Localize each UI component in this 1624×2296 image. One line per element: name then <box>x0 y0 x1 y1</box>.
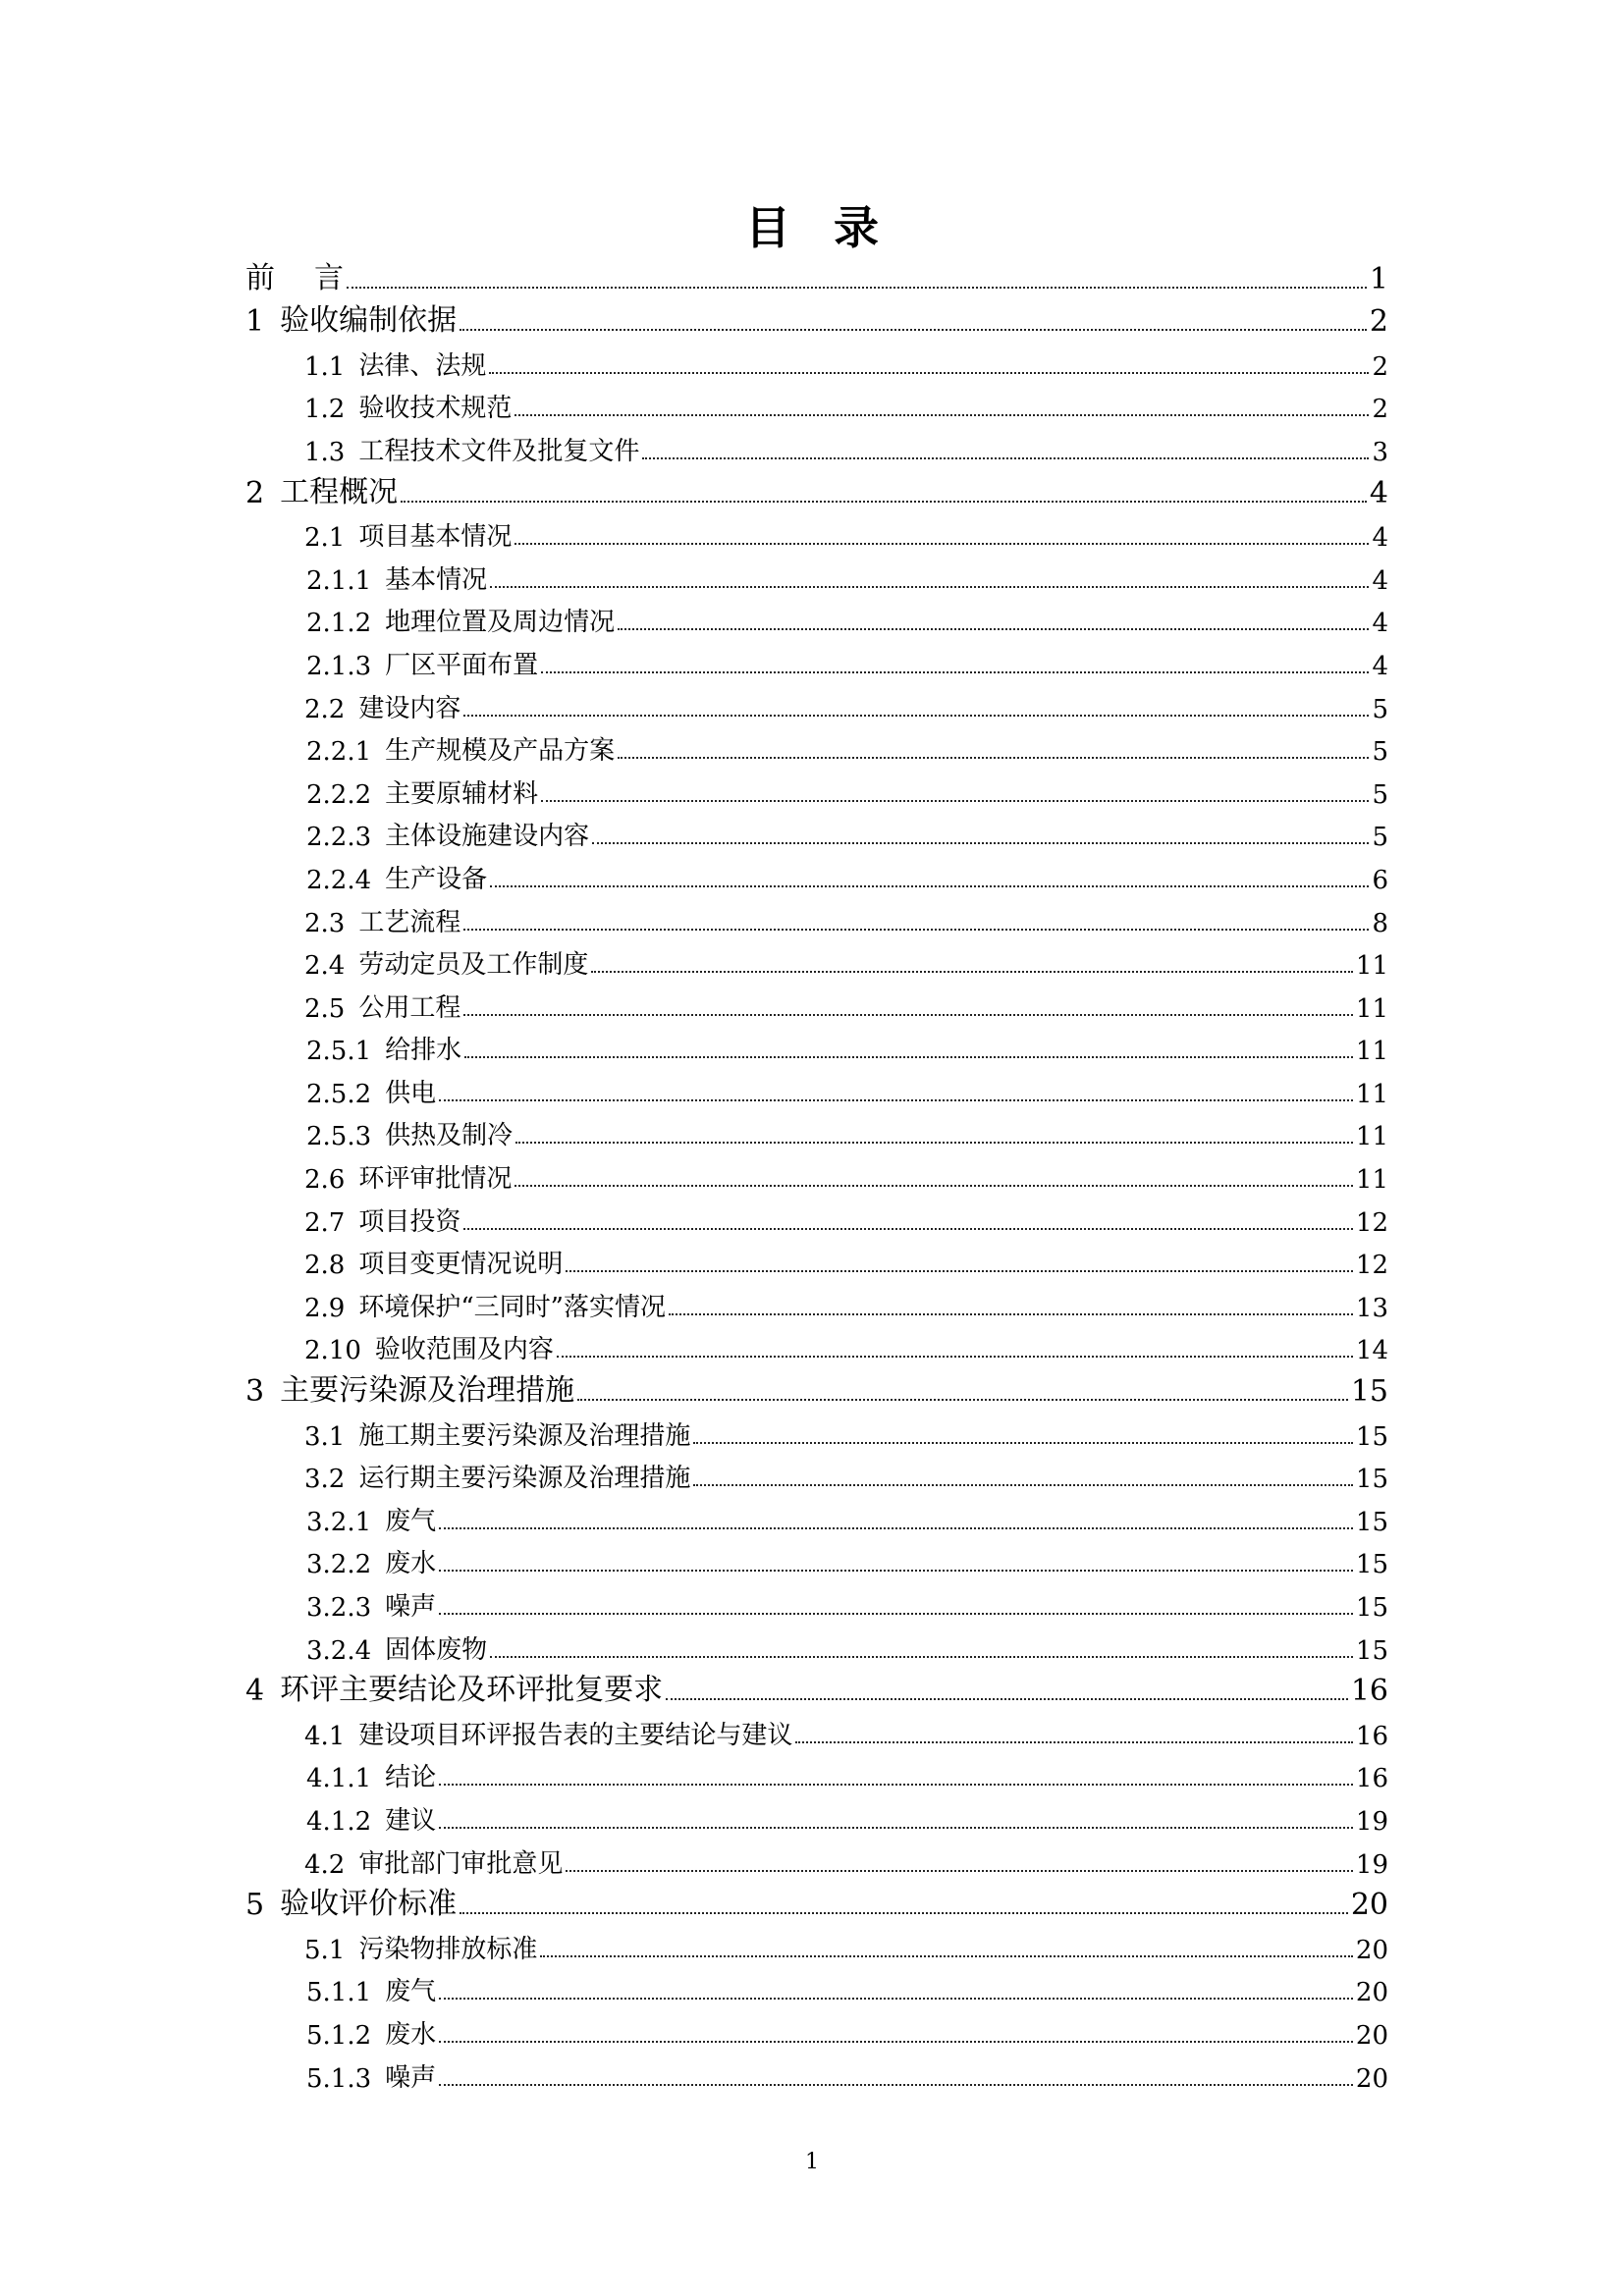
toc-dot-leader <box>490 586 1369 588</box>
toc-entry[interactable] <box>245 810 1388 853</box>
toc-entry[interactable] <box>245 1666 1388 1709</box>
toc-entry-page: 15 <box>1350 1374 1388 1410</box>
toc-entry-number: 2.4 <box>304 951 346 982</box>
toc-entry[interactable] <box>245 1109 1388 1152</box>
toc-entry[interactable] <box>245 1280 1388 1323</box>
toc-entry-page: 20 <box>1355 2063 1388 2094</box>
toc-entry[interactable] <box>245 938 1388 982</box>
toc-entry[interactable] <box>245 1151 1388 1195</box>
toc-entry-page: 15 <box>1355 1593 1388 1623</box>
toc-dot-leader <box>642 457 1369 459</box>
toc-entry-title: 建设内容 <box>358 693 461 723</box>
toc-entry[interactable] <box>245 424 1388 467</box>
toc-entry-title: 生产规模及产品方案 <box>385 736 616 767</box>
toc-dot-leader <box>577 1399 1348 1401</box>
toc-entry-title: 建议 <box>385 1805 437 1836</box>
toc-dot-leader <box>566 1270 1353 1272</box>
toc-entry-page: 19 <box>1355 1849 1388 1880</box>
toc-entry[interactable] <box>245 596 1388 639</box>
toc-entry-page: 20 <box>1355 1935 1388 1965</box>
toc-entry-title: 地理位置及周边情况 <box>385 608 616 638</box>
toc-dot-leader <box>463 929 1369 931</box>
title-char-left: 目 <box>745 201 790 254</box>
toc-dot-leader <box>795 1741 1353 1743</box>
toc-dot-leader <box>460 329 1367 331</box>
toc-entry-page: 11 <box>1355 1037 1388 1067</box>
toc-entry[interactable] <box>245 852 1388 895</box>
toc-entry-number: 4.1.1 <box>306 1764 372 1794</box>
toc-entry-page: 12 <box>1355 1251 1388 1281</box>
toc-dot-leader <box>514 543 1369 545</box>
toc-dot-leader <box>463 1014 1353 1016</box>
toc-entry-title: 主要污染源及治理措施 <box>280 1373 575 1409</box>
toc-entry-page: 16 <box>1350 1674 1388 1709</box>
toc-entry-title: 废气 <box>385 1506 437 1536</box>
toc-entry-number: 1.3 <box>304 437 346 467</box>
toc-dot-leader <box>439 2084 1353 2086</box>
toc-entry-page: 2 <box>1372 395 1388 425</box>
toc-entry-title: 验收范围及内容 <box>374 1335 554 1365</box>
toc-dot-leader <box>464 1056 1353 1058</box>
toc-entry[interactable] <box>245 1024 1388 1067</box>
toc-dot-leader <box>439 1613 1353 1615</box>
toc-entry-title: 环评主要结论及环评批复要求 <box>280 1673 664 1708</box>
toc-entry-title: 基本情况 <box>385 564 488 595</box>
toc-entry[interactable] <box>245 2007 1388 2051</box>
toc-entry-title: 工艺流程 <box>358 907 461 937</box>
toc-entry-title: 公用工程 <box>358 992 461 1023</box>
toc-dot-leader <box>439 1527 1353 1529</box>
toc-dot-leader <box>693 1442 1353 1444</box>
toc-entry[interactable] <box>245 1195 1388 1238</box>
toc-dot-leader <box>669 1313 1353 1315</box>
toc-dot-leader <box>514 414 1369 416</box>
toc-entry[interactable] <box>245 767 1388 810</box>
title-char-right: 录 <box>834 201 879 254</box>
toc-entry-page: 11 <box>1355 993 1388 1024</box>
toc-entry[interactable] <box>245 382 1388 425</box>
toc-entry-number: 3 <box>245 1374 265 1410</box>
toc-entry[interactable] <box>245 1365 1388 1409</box>
toc-entry[interactable] <box>245 1751 1388 1794</box>
toc-dot-leader <box>401 501 1367 503</box>
toc-entry-title: 环境保护“三同时”落实情况 <box>358 1292 666 1322</box>
toc-entry-number: 前 <box>245 260 275 295</box>
toc-entry[interactable] <box>245 1623 1388 1666</box>
toc-entry-number: 3.2.2 <box>306 1550 372 1580</box>
toc-entry[interactable] <box>245 681 1388 724</box>
toc-entry[interactable] <box>245 981 1388 1024</box>
toc-entry-page: 3 <box>1372 437 1388 467</box>
toc-entry[interactable] <box>245 467 1388 510</box>
toc-entry-number: 5.1 <box>304 1935 346 1965</box>
toc-dot-leader <box>666 1698 1348 1700</box>
toc-entry[interactable] <box>245 638 1388 681</box>
toc-entry-number: 4 <box>245 1674 265 1709</box>
toc-entry-title: 废水 <box>385 1549 437 1579</box>
toc-entry-number: 2.1 <box>304 523 346 554</box>
toc-dot-leader <box>591 971 1353 973</box>
toc-entry-page: 20 <box>1355 1978 1388 2008</box>
toc-entry-number: 4.1 <box>304 1721 346 1751</box>
toc-entry-page: 19 <box>1355 1806 1388 1837</box>
toc-entry-number: 3.2.3 <box>306 1593 372 1623</box>
toc-dot-leader <box>439 1998 1353 2000</box>
toc-entry-number: 3.2 <box>304 1465 346 1495</box>
toc-dot-leader <box>490 1656 1353 1658</box>
toc-entry-title: 验收编制依据 <box>280 303 458 339</box>
toc-entry-page: 6 <box>1372 865 1388 895</box>
toc-entry-page: 5 <box>1372 779 1388 810</box>
toc-entry-number: 1.1 <box>304 351 346 382</box>
page-number: 1 <box>805 2150 819 2174</box>
toc-entry-number: 4.1.2 <box>306 1806 372 1837</box>
toc-entry-number: 5.1.2 <box>306 2020 372 2051</box>
toc-dot-leader <box>490 885 1369 887</box>
toc-entry[interactable] <box>245 1537 1388 1580</box>
toc-dot-leader <box>515 1142 1353 1144</box>
toc-entry-number: 3.1 <box>304 1421 346 1452</box>
toc-entry[interactable] <box>245 2051 1388 2094</box>
toc-dot-leader <box>557 1356 1353 1358</box>
toc-entry-title: 工程技术文件及批复文件 <box>358 436 640 466</box>
toc-dot-leader <box>540 1955 1353 1957</box>
toc-entry-page: 1 <box>1369 261 1388 296</box>
toc-entry-number: 5.1.3 <box>306 2063 372 2094</box>
toc-entry-page: 4 <box>1372 523 1388 554</box>
toc-entry-number: 5 <box>245 1888 265 1923</box>
toc-dot-leader <box>439 1570 1353 1572</box>
toc-dot-leader <box>463 1228 1353 1230</box>
toc-entry-title: 项目基本情况 <box>358 522 513 553</box>
toc-entry-number: 3.2.4 <box>306 1635 372 1666</box>
toc-dot-leader <box>489 372 1369 374</box>
toc-dot-leader <box>541 800 1369 802</box>
toc-entry[interactable] <box>245 1409 1388 1452</box>
toc-dot-leader <box>347 287 1367 289</box>
toc-entry-title: 废气 <box>385 1977 437 2007</box>
toc-entry-title: 给排水 <box>385 1036 462 1066</box>
toc-dot-leader <box>439 1099 1353 1101</box>
toc-entry-number: 1 <box>245 304 265 340</box>
toc-entry-title: 工程概况 <box>280 474 399 509</box>
toc-entry-page: 5 <box>1372 823 1388 853</box>
toc-entry-page: 20 <box>1350 1888 1388 1923</box>
toc-entry-number: 4.2 <box>304 1849 346 1880</box>
toc-dot-leader <box>439 1784 1353 1786</box>
toc-entry-title: 结论 <box>385 1763 437 1793</box>
toc-entry-title: 噪声 <box>385 1592 437 1622</box>
toc-entry-page: 15 <box>1355 1635 1388 1666</box>
toc-entry-number: 2.8 <box>304 1251 346 1281</box>
toc-entry-page: 4 <box>1372 565 1388 596</box>
toc-entry-title: 供热及制冷 <box>385 1121 514 1151</box>
toc-dot-leader <box>693 1484 1353 1486</box>
toc-dot-leader <box>541 671 1369 673</box>
toc-entry-page: 11 <box>1355 1165 1388 1196</box>
toc-entry-title: 法律、法规 <box>358 350 487 381</box>
toc-entry-number: 2.2.1 <box>306 737 372 768</box>
toc-dot-leader <box>618 757 1369 759</box>
toc-entry[interactable] <box>245 1494 1388 1537</box>
toc-entry[interactable] <box>245 510 1388 554</box>
toc-entry-number: 2.6 <box>304 1165 346 1196</box>
toc-entry[interactable] <box>245 1837 1388 1880</box>
toc-entry-title: 厂区平面布置 <box>385 650 539 680</box>
toc-entry[interactable] <box>245 339 1388 382</box>
toc-entry[interactable] <box>245 1922 1388 1965</box>
toc-entry-number: 5.1.1 <box>306 1978 372 2008</box>
toc-entry-title: 建设项目环评报告表的主要结论与建议 <box>358 1720 793 1750</box>
toc-entry-number: 2.2.4 <box>306 865 372 895</box>
toc-entry[interactable] <box>245 553 1388 596</box>
toc-entry-page: 16 <box>1355 1764 1388 1794</box>
toc-entry-page: 8 <box>1372 908 1388 938</box>
toc-entry-page: 13 <box>1355 1293 1388 1323</box>
toc-entry-number: 2.5.3 <box>306 1122 372 1152</box>
toc-entry-title: 审批部门审批意见 <box>358 1848 564 1879</box>
toc-entry-page: 4 <box>1369 475 1388 510</box>
toc-entry-title: 运行期主要污染源及治理措施 <box>358 1464 691 1494</box>
toc-entry-page: 16 <box>1355 1721 1388 1751</box>
toc-dot-leader <box>463 715 1369 717</box>
toc-entry-page: 15 <box>1355 1421 1388 1452</box>
toc-entry-number: 2.1.1 <box>306 565 372 596</box>
toc-entry-page: 4 <box>1372 609 1388 639</box>
toc-entry-title: 施工期主要污染源及治理措施 <box>358 1420 691 1451</box>
toc-entry-page: 2 <box>1372 351 1388 382</box>
toc-dot-leader <box>439 2041 1353 2043</box>
toc-entry-number: 2.1.3 <box>306 651 372 681</box>
toc-entry-title: 劳动定员及工作制度 <box>358 950 589 981</box>
toc-entry-number: 2.2 <box>304 694 346 724</box>
toc-entry-number: 2.1.2 <box>306 609 372 639</box>
toc-entry-title: 环评审批情况 <box>358 1164 513 1195</box>
toc-entry[interactable] <box>245 253 1388 296</box>
toc-entry-title: 验收技术规范 <box>358 394 513 424</box>
toc-entry[interactable] <box>245 1793 1388 1837</box>
toc-entry[interactable] <box>245 1708 1388 1751</box>
toc-entry-number: 1.2 <box>304 395 346 425</box>
toc-entry[interactable] <box>245 1066 1388 1109</box>
toc-entry-title: 废水 <box>385 2019 437 2050</box>
toc-dot-leader <box>439 1827 1353 1829</box>
toc-dot-leader <box>566 1870 1353 1872</box>
toc-entry-number: 2.9 <box>304 1293 346 1323</box>
toc-entry-page: 11 <box>1355 951 1388 982</box>
toc-entry[interactable] <box>245 1579 1388 1623</box>
toc-entry-page: 15 <box>1355 1507 1388 1537</box>
toc-entry[interactable] <box>245 1880 1388 1923</box>
toc-entry-number: 2.10 <box>304 1336 361 1366</box>
toc-entry-page: 11 <box>1355 1079 1388 1109</box>
toc-entry-page: 15 <box>1355 1465 1388 1495</box>
toc-entry-number: 2.7 <box>304 1207 346 1238</box>
toc-entry-page: 5 <box>1372 694 1388 724</box>
toc-entry-title: 污染物排放标准 <box>358 1934 538 1964</box>
toc-entry-title: 项目投资 <box>358 1206 461 1237</box>
toc-entry[interactable] <box>245 895 1388 938</box>
toc-entry[interactable] <box>245 296 1388 340</box>
toc-dot-leader <box>618 628 1369 630</box>
toc-entry-page: 14 <box>1355 1336 1388 1366</box>
toc-entry-title: 供电 <box>385 1078 437 1108</box>
toc-entry-page: 5 <box>1372 737 1388 768</box>
toc-entry-title: 项目变更情况说明 <box>358 1250 564 1280</box>
toc-dot-leader <box>460 1912 1348 1914</box>
toc-entry-page: 11 <box>1355 1122 1388 1152</box>
toc-entry[interactable] <box>245 724 1388 768</box>
toc-entry-number: 2.5 <box>304 993 346 1024</box>
toc-entry-title: 验收评价标准 <box>280 1887 458 1922</box>
toc-entry[interactable] <box>245 1452 1388 1495</box>
toc-entry-number: 2 <box>245 475 265 510</box>
toc-entry-number: 2.5.2 <box>306 1079 372 1109</box>
toc-entry-number: 2.2.3 <box>306 823 372 853</box>
toc-entry-page: 4 <box>1372 651 1388 681</box>
toc-entry-title: 固体废物 <box>385 1634 488 1665</box>
toc-entry-number: 3.2.1 <box>306 1507 372 1537</box>
toc-entry-title: 主体设施建设内容 <box>385 822 590 852</box>
table-of-contents <box>245 253 1388 2094</box>
page-title <box>0 192 1624 257</box>
toc-entry-number: 2.5.1 <box>306 1037 372 1067</box>
toc-dot-leader <box>592 842 1369 844</box>
toc-entry[interactable] <box>245 1323 1388 1366</box>
toc-entry[interactable] <box>245 1965 1388 2008</box>
toc-entry-page: 2 <box>1369 304 1388 340</box>
toc-entry-title: 主要原辅材料 <box>385 778 539 809</box>
toc-entry-page: 12 <box>1355 1207 1388 1238</box>
toc-entry-number: 2.3 <box>304 908 346 938</box>
toc-entry[interactable] <box>245 1238 1388 1281</box>
toc-dot-leader <box>514 1185 1353 1187</box>
toc-entry-title: 噪声 <box>385 2062 437 2093</box>
toc-entry-page: 15 <box>1355 1550 1388 1580</box>
toc-entry-number: 2.2.2 <box>306 779 372 810</box>
toc-entry-title: 生产设备 <box>385 864 488 894</box>
toc-entry-title: 言 <box>314 260 344 295</box>
toc-entry-page: 20 <box>1355 2020 1388 2051</box>
